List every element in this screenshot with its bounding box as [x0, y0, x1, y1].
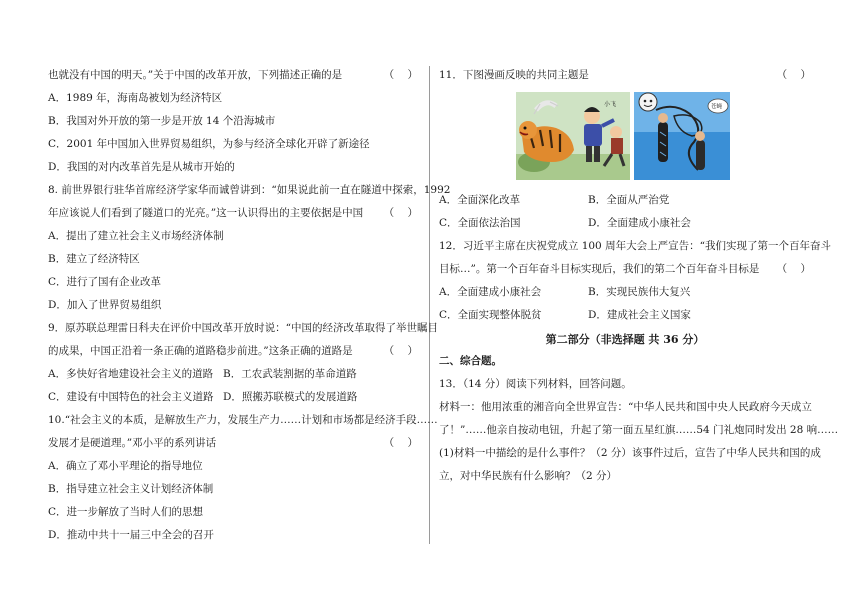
- option: C．2001 年中国加入世界贸易组织，为参与经济全球化开辟了新途径: [48, 138, 370, 150]
- option: D．推动中共十一届三中全会的召开: [48, 529, 214, 541]
- q9-stem: 的成果，中国正沿着一条正确的道路稳步前进。”这条正确的道路是: [48, 345, 353, 357]
- q12-stem: 12．习近平主席在庆祝党成立 100 周年大会上严宣告：“我们实现了第一个百年奋斗: [439, 240, 831, 252]
- cartoon-tiger-image: [516, 92, 630, 180]
- q11-stem: 11．下图漫画反映的共同主题是: [439, 69, 589, 81]
- option: C．建设有中国特色的社会主义道路: [48, 391, 214, 403]
- material-text: 了！”……他亲自按动电钮，升起了第一面五星红旗……54 门礼炮同时发出 28 响……: [439, 424, 839, 436]
- option: C．全面实现整体脱贫: [439, 309, 542, 321]
- q10-stem: 发展才是硬道理。”邓小平的系列讲话: [48, 437, 217, 449]
- option: B．工农武装割据的革命道路: [223, 368, 357, 380]
- cartoon-label: 小飞: [604, 101, 617, 108]
- option: D．我国的对内改革首先是从城市开始的: [48, 161, 235, 173]
- option: B．指导建立社会主义计划经济体制: [48, 483, 214, 495]
- q8-stem: 8. 前世界银行驻华首席经济学家华而诚曾讲到：“如果说此前一直在隧道中探索，1992: [48, 184, 451, 196]
- option: A．全面建成小康社会: [439, 286, 542, 298]
- option: B．我国对外开放的第一步是开放 14 个沿海城市: [48, 115, 276, 127]
- material-text: 材料一：他用浓重的湘音向全世界宣告：“中华人民共和国中央人民政府今天成立: [439, 401, 812, 413]
- part2-title: 第二部分（非选择题 共 36 分）: [545, 333, 705, 346]
- q13-stem: 13．（14 分）阅读下列材料，回答问题。: [439, 378, 632, 390]
- q12-stem: 目标…”。第一个百年奋斗目标实现后，我们的第二个百年奋斗目标是: [439, 263, 760, 275]
- option: D．照搬苏联模式的发展道路: [223, 391, 358, 403]
- q8-stem: 年应该说人们看到了隧道口的光亮。”这一认识得出的主要依据是中国: [48, 207, 364, 219]
- cartoon-fly-image: [634, 92, 730, 180]
- option: B．全面从严治党: [588, 194, 670, 206]
- option: A．多快好省地建设社会主义的道路: [48, 368, 214, 380]
- section-heading: 二、综合题。: [439, 355, 502, 367]
- answer-blank: （ ）: [776, 263, 811, 275]
- option: A．全面深化改革: [439, 194, 521, 206]
- q9-stem: 9．原苏联总理雷日科夫在评价中国改革开放时说：“中国的经济改革取得了举世瞩目: [48, 322, 439, 334]
- q6-stem-tail: 也就没有中国的明天。”关于中国的改革开放，下列描述正确的是: [48, 69, 343, 81]
- option: D．全面建成小康社会: [588, 217, 691, 229]
- option: C．进行了国有企业改革: [48, 276, 162, 288]
- q13-sub1: 立，对中华民族有什么影响？（2 分）: [439, 470, 618, 482]
- cartoon-label: 苍蝇: [711, 104, 723, 110]
- option: A．确立了邓小平理论的指导地位: [48, 460, 203, 472]
- answer-blank: （ ）: [383, 437, 418, 449]
- answer-blank: （ ）: [383, 207, 418, 219]
- q13-sub1: (1)材料一中描绘的是什么事件？（2 分）该事件过后，宣告了中华人民共和国的成: [439, 447, 821, 459]
- column-divider: [429, 66, 430, 544]
- option: C．全面依法治国: [439, 217, 521, 229]
- option: A．1989 年，海南岛被划为经济特区: [48, 92, 223, 104]
- option: B．实现民族伟大复兴: [588, 286, 691, 298]
- q10-stem: 10.“社会主义的本质，是解放生产力，发展生产力……计划和市场都是经济手段……: [48, 414, 438, 426]
- answer-blank: （ ）: [383, 69, 418, 81]
- option: D．建成社会主义国家: [588, 309, 691, 321]
- option: A．提出了建立社会主义市场经济体制: [48, 230, 224, 242]
- answer-blank: （ ）: [383, 345, 418, 357]
- answer-blank: （ ）: [776, 69, 811, 81]
- option: B．建立了经济特区: [48, 253, 140, 265]
- option: C．进一步解放了当时人们的思想: [48, 506, 204, 518]
- option: D．加入了世界贸易组织: [48, 299, 162, 311]
